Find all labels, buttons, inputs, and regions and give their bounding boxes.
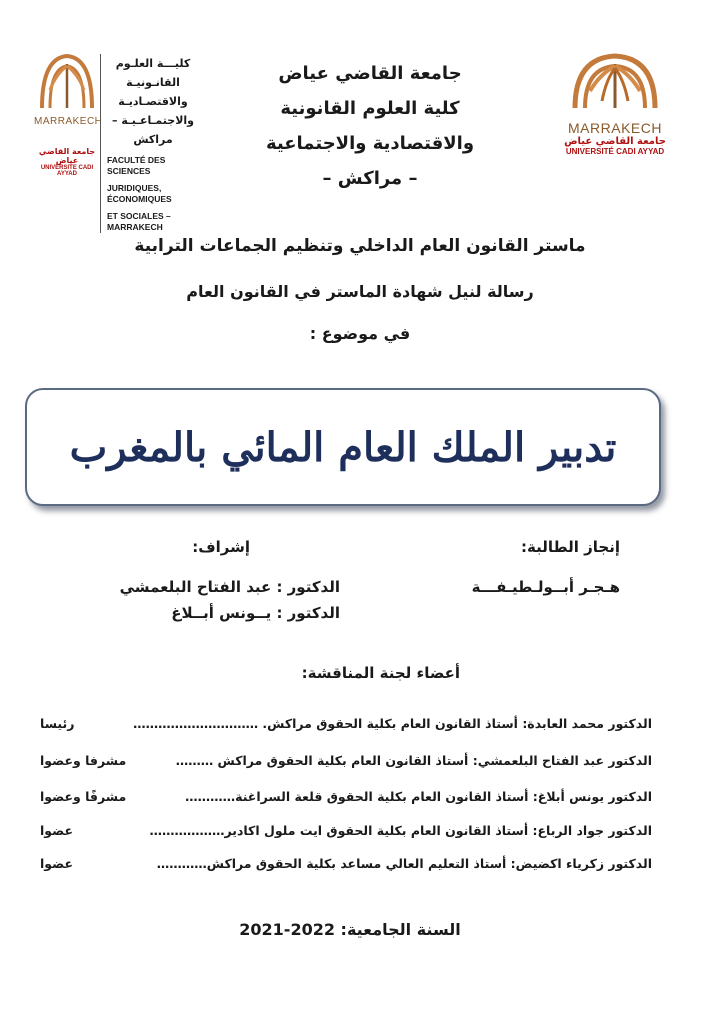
- faculty-arabic-line2: القانـونيـة والاقتصـاديـة: [118, 76, 188, 108]
- member-description: أستاذ القانون العام بكلية الحقوق مراكش ………: [175, 753, 473, 768]
- supervision-label: إشراف:: [192, 538, 250, 556]
- thesis-title-box: [25, 388, 661, 506]
- academic-year-value: 2021-2022: [239, 920, 335, 939]
- committee-member: [40, 856, 652, 871]
- university-logo-right: [560, 46, 670, 174]
- committee-member: [40, 716, 652, 731]
- thesis-title: تدبير الملك العام المائي بالمغرب: [69, 423, 617, 471]
- logo-arabic-text: جامعة القاضي عياض: [38, 147, 96, 165]
- logo-city-text: MARRAKECH: [34, 116, 103, 127]
- faculty-french-line3: ET SOCIALES – MARRAKECH: [107, 211, 171, 232]
- member-description: أستاذ القانون العام بكلية الحقوق ايت ملول اكادير………………: [149, 823, 533, 838]
- faculty-arabic-line1: كليـــة العلـوم: [115, 57, 191, 70]
- faculty-french-line2: JURIDIQUES, ÉCONOMIQUES: [107, 183, 172, 204]
- logo-french-text: UNIVERSITE CADI AYYAD: [40, 165, 94, 177]
- faculty-french-line1: FACULTÉ DES SCIENCES: [107, 155, 166, 176]
- member-name: الدكتور محمد العابدة:: [522, 716, 652, 731]
- member-name: الدكتور عبد الفتاح البلعمشي:: [472, 753, 652, 768]
- member-role: عضوا: [40, 856, 73, 871]
- member-role: مشرفًا وعضوا: [40, 789, 127, 804]
- committee-member: [40, 789, 652, 804]
- student-name: هـجـر أبــولـطيـفـــة: [471, 578, 620, 596]
- supervisor-name-1: الدكتور : عبد الفتاح البلعمشي: [119, 578, 340, 596]
- logo-arabic-text: جامعة القاضي عياض: [564, 136, 666, 147]
- logo-city-text: MARRAKECH: [568, 120, 662, 136]
- faculty-name-line2: والاقتصادية والاجتماعية: [265, 133, 475, 154]
- member-description: أستاذ القانون العام بكلية الحقوق قلعة السراغنة…………: [185, 789, 533, 804]
- faculty-arabic-line3: والاجتمـاعـيـة – مراكش: [111, 114, 194, 146]
- member-description: أستاذ القانون العام بكلية الحقوق مراكش. …………………………: [133, 716, 523, 731]
- member-name: الدكتور يونس أبلاغ:: [532, 789, 652, 804]
- member-role: عضوا: [40, 823, 73, 838]
- university-header: [250, 56, 490, 196]
- degree-text: رسالة لنيل شهادة الماستر في القانون العام: [186, 282, 534, 301]
- committee-member: [40, 753, 652, 768]
- program-name: ماستر القانون العام الداخلي وتنظيم الجماعات الترابية: [134, 236, 586, 256]
- member-role: مشرفا وعضوا: [40, 753, 127, 768]
- topic-label: في موضوع :: [309, 324, 411, 343]
- academic-year-label: السنة الجامعية:: [340, 920, 461, 939]
- student-label: إنجاز الطالبة:: [521, 538, 620, 556]
- faculty-name-line1: كلية العلوم القانونية: [280, 98, 460, 119]
- academic-year: [230, 920, 470, 939]
- committee-label: أعضاء لجنة المناقشة:: [301, 664, 460, 682]
- city-name: – مراكش –: [322, 168, 418, 189]
- palm-arch-icon: [34, 50, 100, 112]
- university-logo-left: [34, 50, 103, 190]
- logo-french-text: UNIVERSITÉ CADI AYYAD: [565, 147, 665, 156]
- university-name: جامعة القاضي عياض: [278, 63, 462, 84]
- palm-arch-icon: [560, 46, 670, 116]
- faculty-text-block: [100, 54, 199, 233]
- supervisor-name-2: الدكتور : يــونس أبــلاغ: [171, 604, 340, 622]
- committee-member: [40, 823, 652, 838]
- member-role: رئيسا: [40, 716, 75, 731]
- member-description: أستاذ التعليم العالي مساعد بكلية الحقوق مراكش…………: [156, 856, 511, 871]
- member-name: الدكتور جواد الرباع:: [532, 823, 652, 838]
- member-name: الدكتور زكرياء اكضيض:: [510, 856, 652, 871]
